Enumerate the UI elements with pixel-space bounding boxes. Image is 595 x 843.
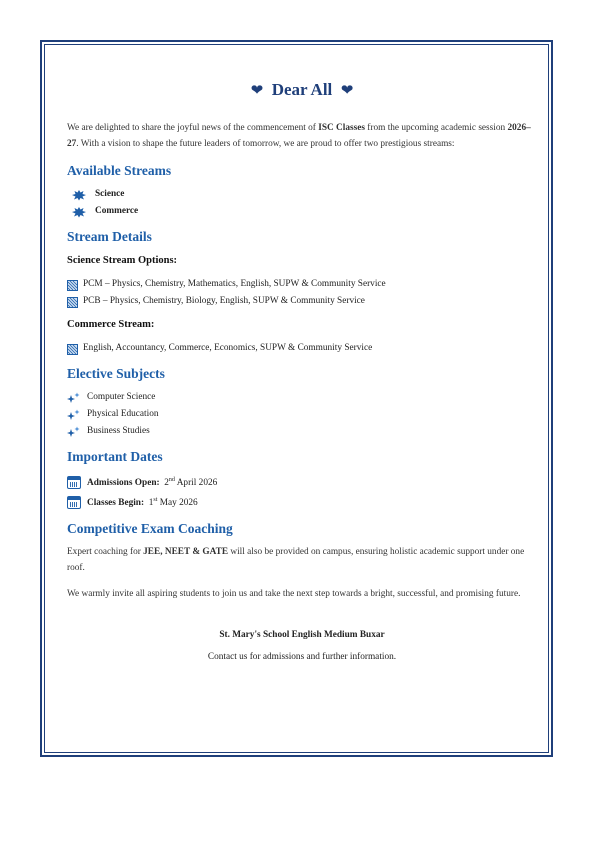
- science-option-pcb: PCB – Physics, Chemistry, Biology, English, SUPW & Community Service: [83, 296, 365, 306]
- invite-paragraph: We warmly invite all aspiring students to join us and take the next step towards a bright, successful, and promising future.: [67, 589, 521, 600]
- commerce-subjects: English, Accountancy, Commerce, Economics, SUPW & Community Service: [83, 343, 373, 353]
- calendar-icon: [67, 475, 81, 489]
- date-suffix-classes: st: [153, 497, 158, 504]
- science-stream-heading: Science Stream Options:: [67, 255, 178, 266]
- sparkle-icon: [67, 392, 81, 404]
- book-icon: [67, 280, 78, 291]
- heart-icon-right: ❤: [340, 81, 354, 99]
- important-dates-list: [67, 472, 537, 512]
- list-item: [67, 340, 537, 357]
- list-item: [67, 293, 537, 310]
- list-item: [67, 186, 537, 203]
- contact-line: Contact us for admissions and further information.: [207, 652, 397, 663]
- greeting-text: Dear All: [271, 80, 333, 99]
- elective-business-studies: Business Studies: [87, 426, 150, 436]
- letter-content: [67, 78, 537, 664]
- list-item: [67, 472, 537, 492]
- book-icon: [67, 344, 78, 355]
- stream-science: Science: [95, 189, 125, 199]
- available-streams-heading: Available Streams: [67, 163, 172, 178]
- coaching-exams: JEE, NEET & GATE: [143, 547, 229, 558]
- splash-icon: [71, 206, 85, 218]
- date-day-classes: 1: [148, 498, 154, 509]
- school-name: St. Mary's School English Medium Buxar: [219, 630, 385, 641]
- intro-bold-session: 2026–27: [67, 123, 531, 149]
- commerce-stream-heading: Commerce Stream:: [67, 319, 155, 330]
- date-suffix-admissions: nd: [168, 477, 175, 483]
- list-item: [67, 423, 537, 440]
- heart-icon-left: ❤: [250, 81, 264, 99]
- list-item: [67, 492, 537, 512]
- intro-text-2: from the upcoming academic session: [364, 123, 508, 133]
- elective-subjects-heading: Elective Subjects: [67, 366, 165, 381]
- date-rest-classes: May 2026: [157, 498, 198, 509]
- important-dates-heading: Important Dates: [67, 449, 163, 464]
- commerce-stream-list: [67, 340, 537, 357]
- date-label-admissions: Admissions Open:: [87, 478, 160, 489]
- date-label-classes: Classes Begin:: [87, 498, 145, 509]
- intro-bold-isc: ISC Classes: [318, 123, 365, 133]
- elective-subjects-list: [67, 389, 537, 440]
- elective-computer-science: Computer Science: [87, 392, 156, 402]
- date-rest-admissions: April 2026: [174, 478, 218, 489]
- splash-icon: [71, 189, 85, 201]
- coaching-text-1: Expert coaching for: [67, 547, 144, 558]
- calendar-icon: [67, 495, 81, 509]
- date-day-admissions: 2: [164, 478, 169, 489]
- elective-physical-education: Physical Education: [87, 409, 159, 419]
- science-option-pcm: PCM – Physics, Chemistry, Mathematics, English, SUPW & Community Service: [83, 279, 386, 289]
- list-item: [67, 406, 537, 423]
- list-item: [67, 389, 537, 406]
- sparkle-icon: [67, 426, 81, 438]
- coaching-paragraph: [67, 544, 537, 576]
- book-icon: [67, 297, 78, 308]
- intro-text-1: We are delighted to share the joyful news of the commencement of: [67, 123, 319, 133]
- coaching-text-2: will also be provided on campus, ensuring holistic academic support under one roof.: [67, 547, 525, 574]
- greeting-title: [67, 78, 537, 102]
- intro-paragraph: [67, 120, 537, 152]
- intro-text-3: . With a vision to shape the future leaders of tomorrow, we are proud to offer two prestigious streams:: [76, 139, 455, 149]
- stream-details-heading: Stream Details: [67, 229, 152, 244]
- list-item: [67, 203, 537, 220]
- sparkle-icon: [67, 409, 81, 421]
- list-item: [67, 276, 537, 293]
- stream-commerce: Commerce: [95, 206, 139, 216]
- science-stream-list: [67, 276, 537, 310]
- available-streams-list: [67, 186, 537, 220]
- coaching-heading: Competitive Exam Coaching: [67, 521, 233, 537]
